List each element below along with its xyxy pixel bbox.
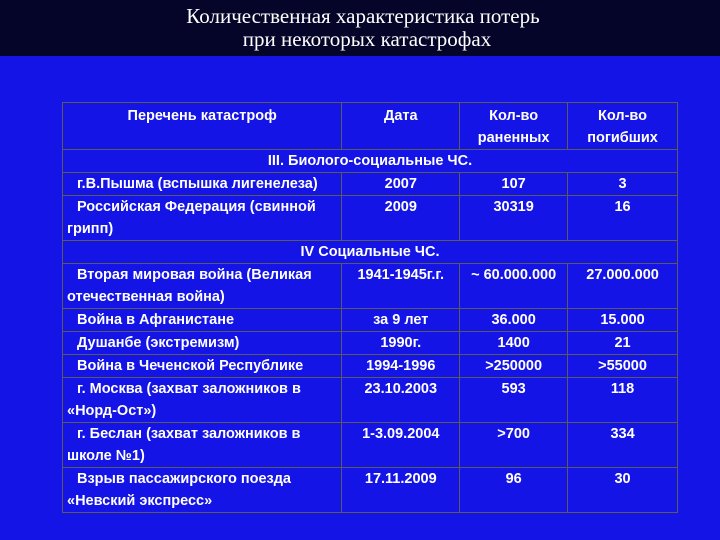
cell-date: 2009	[342, 196, 460, 241]
header-dead: Кол-во погибших	[568, 103, 678, 150]
table-row	[63, 264, 678, 309]
table-row	[63, 196, 678, 241]
title-line-1: Количественная характеристика потерь	[186, 4, 540, 28]
table-row	[63, 309, 678, 332]
cell-wounded: 30319	[460, 196, 568, 241]
slide-title	[0, 0, 720, 56]
cell-date: 1941-1945г.г.	[342, 264, 460, 309]
cell-date: 1994-1996	[342, 355, 460, 378]
table-row	[63, 355, 678, 378]
cell-date: 1-3.09.2004	[342, 423, 460, 468]
cell-name: Война в Чеченской Республике	[63, 355, 342, 378]
cell-name: Душанбе (экстремизм)	[63, 332, 342, 355]
cell-name: Взрыв пассажирского поезда «Невский экспресс»	[63, 468, 342, 513]
table-row	[63, 423, 678, 468]
cell-dead: 21	[568, 332, 678, 355]
cell-name: Вторая мировая война (Великая отечественная война)	[63, 264, 342, 309]
table-row	[63, 173, 678, 196]
cell-wounded: 96	[460, 468, 568, 513]
cell-dead: 16	[568, 196, 678, 241]
cell-wounded: 107	[460, 173, 568, 196]
cell-dead: 3	[568, 173, 678, 196]
table-row	[63, 468, 678, 513]
cell-dead: 334	[568, 423, 678, 468]
section-biosocial: III. Биолого-социальные ЧС.	[63, 150, 678, 173]
header-wounded: Кол-во раненных	[460, 103, 568, 150]
cell-dead: 30	[568, 468, 678, 513]
cell-wounded: 1400	[460, 332, 568, 355]
cell-dead: 27.000.000	[568, 264, 678, 309]
cell-wounded: 36.000	[460, 309, 568, 332]
cell-dead: 15.000	[568, 309, 678, 332]
section-row	[63, 241, 678, 264]
cell-wounded: ~ 60.000.000	[460, 264, 568, 309]
cell-name: г.В.Пышма (вспышка лигенелеза)	[63, 173, 342, 196]
section-row	[63, 150, 678, 173]
table-header-row	[63, 103, 678, 150]
section-social: IV Социальные ЧС.	[63, 241, 678, 264]
cell-name: г. Москва (захват заложников в «Норд-Ост»)	[63, 378, 342, 423]
header-date: Дата	[342, 103, 460, 150]
cell-date: за 9 лет	[342, 309, 460, 332]
cell-dead: 118	[568, 378, 678, 423]
cell-date: 2007	[342, 173, 460, 196]
cell-name: Война в Афганистане	[63, 309, 342, 332]
cell-dead: >55000	[568, 355, 678, 378]
cell-date: 1990г.	[342, 332, 460, 355]
catastrophe-losses-table	[62, 102, 678, 513]
cell-wounded: >250000	[460, 355, 568, 378]
cell-wounded: >700	[460, 423, 568, 468]
title-line-2: при некоторых катастрофах	[242, 27, 492, 51]
table-row	[63, 332, 678, 355]
cell-date: 23.10.2003	[342, 378, 460, 423]
cell-wounded: 593	[460, 378, 568, 423]
cell-date: 17.11.2009	[342, 468, 460, 513]
cell-name: Российская Федерация (свинной грипп)	[63, 196, 342, 241]
cell-name: г. Беслан (захват заложников в школе №1)	[63, 423, 342, 468]
header-catastrophe-list: Перечень катастроф	[63, 103, 342, 150]
table-row	[63, 378, 678, 423]
